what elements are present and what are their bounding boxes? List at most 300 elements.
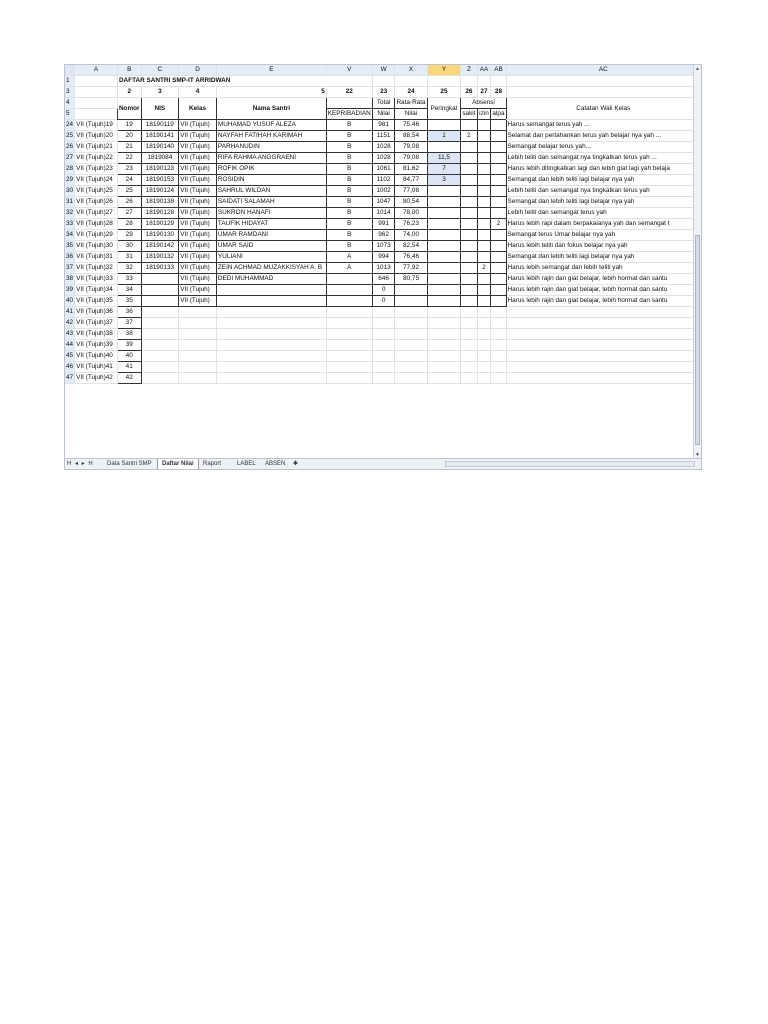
- cell-ab[interactable]: 2: [491, 219, 506, 230]
- column-header-ac[interactable]: AC: [506, 65, 700, 76]
- cell-e[interactable]: YULIANI: [216, 252, 326, 263]
- cell-c[interactable]: 18190138: [141, 197, 179, 208]
- cell-ac[interactable]: Harus lebih ditingkatkan lagi dan lebih giat lagi yah belaja: [506, 164, 700, 175]
- cell-b[interactable]: 39: [117, 340, 141, 351]
- cell-c[interactable]: [141, 340, 179, 351]
- cell-b[interactable]: 21: [117, 142, 141, 153]
- cell-b[interactable]: 42: [117, 373, 141, 384]
- header-kelas[interactable]: Kelas: [179, 98, 217, 120]
- row-header[interactable]: 41: [65, 307, 75, 318]
- sheet-tab[interactable]: Daftar Nilai: [157, 459, 199, 469]
- header-sakit[interactable]: sakit: [461, 109, 477, 120]
- cell-z[interactable]: [461, 164, 477, 175]
- cell-x[interactable]: [395, 307, 427, 318]
- cell-x[interactable]: 78,00: [395, 208, 427, 219]
- cell-v[interactable]: B: [326, 175, 372, 186]
- cell-y[interactable]: [427, 230, 461, 241]
- cell-z[interactable]: [461, 241, 477, 252]
- cell-b[interactable]: 20: [117, 131, 141, 142]
- cell-aa[interactable]: [477, 208, 491, 219]
- cell-ac[interactable]: Harus semangat terus yah ...: [506, 120, 700, 131]
- cell-w[interactable]: 1102: [372, 175, 395, 186]
- cell-e[interactable]: SUKRON HANAFI: [216, 208, 326, 219]
- cell-c[interactable]: 18190130: [141, 230, 179, 241]
- row-header[interactable]: 33: [65, 219, 75, 230]
- cell-ac[interactable]: Harus lebih rajin dan giat belajar, lebih hormat dan santu: [506, 285, 700, 296]
- cell-d[interactable]: VII (Tujuh): [179, 230, 217, 241]
- cell-d[interactable]: VII (Tujuh): [179, 219, 217, 230]
- cell-ab[interactable]: [491, 230, 506, 241]
- cell-aa[interactable]: [477, 241, 491, 252]
- cell-c[interactable]: 18190153: [141, 175, 179, 186]
- cell-a[interactable]: VII (Tujuh)26: [75, 197, 118, 208]
- cell-b[interactable]: 32: [117, 263, 141, 274]
- cell-b[interactable]: 19: [117, 120, 141, 131]
- cell-b[interactable]: 36: [117, 307, 141, 318]
- cell[interactable]: [75, 109, 118, 120]
- cell-e[interactable]: ROSIDIN: [216, 175, 326, 186]
- cell-w[interactable]: 1073: [372, 241, 395, 252]
- cell-w[interactable]: [372, 351, 395, 362]
- cell-b[interactable]: 30: [117, 241, 141, 252]
- cell-e[interactable]: [216, 307, 326, 318]
- cell-column-index[interactable]: 23: [372, 87, 395, 98]
- cell-ac[interactable]: Semangat dan lebih teliti lagi belajar nya yah: [506, 197, 700, 208]
- row-header[interactable]: 24: [65, 120, 75, 131]
- vertical-scrollbar[interactable]: [693, 65, 701, 459]
- cell-z[interactable]: [461, 362, 477, 373]
- cell-ac[interactable]: Semangat dan lebih teliti lagi belajar nya yah: [506, 252, 700, 263]
- cell-y[interactable]: [427, 252, 461, 263]
- row-header[interactable]: 4: [65, 98, 75, 109]
- cell-b[interactable]: 24: [117, 175, 141, 186]
- cell-e[interactable]: TAUFIK HIDAYAT: [216, 219, 326, 230]
- cell-y[interactable]: [427, 340, 461, 351]
- cell-v[interactable]: [326, 296, 372, 307]
- spreadsheet[interactable]: [64, 64, 702, 470]
- cell-b[interactable]: 23: [117, 164, 141, 175]
- header-total[interactable]: Total: [372, 98, 395, 109]
- cell-ab[interactable]: [491, 197, 506, 208]
- cell[interactable]: [326, 98, 372, 109]
- tab-nav-arrows[interactable]: H ◂ ▸ H: [67, 461, 94, 467]
- cell-d[interactable]: VII (Tujuh): [179, 131, 217, 142]
- cell-b[interactable]: 27: [117, 208, 141, 219]
- cell-c[interactable]: 18190128: [141, 208, 179, 219]
- cell-x[interactable]: 80,75: [395, 274, 427, 285]
- cell-b[interactable]: 28: [117, 219, 141, 230]
- header-nomor[interactable]: Nomor: [117, 98, 141, 120]
- cell-w[interactable]: [372, 318, 395, 329]
- cell-aa[interactable]: [477, 120, 491, 131]
- cell-a[interactable]: VII (Tujuh)21: [75, 142, 118, 153]
- cell-c[interactable]: 18190133: [141, 263, 179, 274]
- cell-b[interactable]: 31: [117, 252, 141, 263]
- cell-x[interactable]: [395, 351, 427, 362]
- row-header[interactable]: 1: [65, 76, 75, 87]
- cell-d[interactable]: [179, 373, 217, 384]
- cell-a[interactable]: VII (Tujuh)23: [75, 164, 118, 175]
- cell-y[interactable]: [427, 307, 461, 318]
- cell-ac[interactable]: Semangat terus Umar belajar nya yah: [506, 230, 700, 241]
- cell-x[interactable]: 79,08: [395, 142, 427, 153]
- row-header[interactable]: 28: [65, 164, 75, 175]
- cell-w[interactable]: 1047: [372, 197, 395, 208]
- cell-aa[interactable]: [477, 197, 491, 208]
- cell-column-index[interactable]: 4: [179, 87, 217, 98]
- cell-c[interactable]: [141, 373, 179, 384]
- row-header[interactable]: 43: [65, 329, 75, 340]
- cell-c[interactable]: 18190119: [141, 120, 179, 131]
- cell-y[interactable]: [427, 285, 461, 296]
- cell-ac[interactable]: [506, 351, 700, 362]
- cell-v[interactable]: [326, 329, 372, 340]
- cell-w[interactable]: [372, 329, 395, 340]
- cell-y[interactable]: [427, 142, 461, 153]
- cell-x[interactable]: [395, 329, 427, 340]
- cell-v[interactable]: B: [326, 142, 372, 153]
- cell-ab[interactable]: [491, 142, 506, 153]
- cell-d[interactable]: VII (Tujuh): [179, 241, 217, 252]
- row-header[interactable]: 39: [65, 285, 75, 296]
- cell-ac[interactable]: [506, 373, 700, 384]
- cell-w[interactable]: 646: [372, 274, 395, 285]
- cell[interactable]: [477, 76, 491, 87]
- cell-d[interactable]: [179, 340, 217, 351]
- cell-d[interactable]: VII (Tujuh): [179, 120, 217, 131]
- cell-d[interactable]: [179, 329, 217, 340]
- column-header-e[interactable]: E: [216, 65, 326, 76]
- cell-w[interactable]: 962: [372, 230, 395, 241]
- cell-b[interactable]: 29: [117, 230, 141, 241]
- cell-y[interactable]: [427, 362, 461, 373]
- cell-v[interactable]: [326, 307, 372, 318]
- cell-c[interactable]: 1819084: [141, 153, 179, 164]
- cell-y[interactable]: [427, 296, 461, 307]
- cell-b[interactable]: 41: [117, 362, 141, 373]
- cell-d[interactable]: VII (Tujuh): [179, 186, 217, 197]
- cell-x[interactable]: [395, 296, 427, 307]
- cell-ac[interactable]: Semangat dan lebih teliti lagi belajar nya yah: [506, 175, 700, 186]
- cell-z[interactable]: [461, 296, 477, 307]
- cell-y[interactable]: 3: [427, 175, 461, 186]
- cell-a[interactable]: VII (Tujuh)24: [75, 175, 118, 186]
- cell-d[interactable]: VII (Tujuh): [179, 263, 217, 274]
- row-header[interactable]: 46: [65, 362, 75, 373]
- cell-c[interactable]: [141, 285, 179, 296]
- cell-column-index[interactable]: 26: [461, 87, 477, 98]
- cell-aa[interactable]: [477, 186, 491, 197]
- cell-aa[interactable]: [477, 351, 491, 362]
- row-header[interactable]: 27: [65, 153, 75, 164]
- cell-ac[interactable]: Harus lebih teliti dan fokus belajar nya yah: [506, 241, 700, 252]
- row-header[interactable]: 45: [65, 351, 75, 362]
- cell-column-index[interactable]: 3: [141, 87, 179, 98]
- cell-aa[interactable]: [477, 230, 491, 241]
- select-all-corner[interactable]: [65, 65, 75, 76]
- cell-v[interactable]: A: [326, 252, 372, 263]
- cell-y[interactable]: [427, 329, 461, 340]
- cell-z[interactable]: [461, 208, 477, 219]
- header-nama-santri[interactable]: Nama Santri: [216, 98, 326, 120]
- cell-w[interactable]: 981: [372, 120, 395, 131]
- row-header[interactable]: 35: [65, 241, 75, 252]
- cell-x[interactable]: [395, 373, 427, 384]
- header-nis[interactable]: NIS: [141, 98, 179, 120]
- cell-b[interactable]: 33: [117, 274, 141, 285]
- row-header[interactable]: 42: [65, 318, 75, 329]
- sheet-tab[interactable]: ✱: [293, 461, 299, 467]
- cell-column-index[interactable]: 28: [491, 87, 506, 98]
- cell-aa[interactable]: [477, 362, 491, 373]
- cell-x[interactable]: 75,46: [395, 120, 427, 131]
- cell-y[interactable]: [427, 318, 461, 329]
- cell-z[interactable]: [461, 274, 477, 285]
- cell-ab[interactable]: [491, 263, 506, 274]
- cell[interactable]: [75, 98, 118, 109]
- sheet-tab[interactable]: ABSEN: [265, 461, 286, 467]
- cell-v[interactable]: [326, 274, 372, 285]
- cell-e[interactable]: NAYFAH FATIHAH KARIMAH: [216, 131, 326, 142]
- cell-ac[interactable]: [506, 307, 700, 318]
- cell-column-index[interactable]: 5: [216, 87, 326, 98]
- cell-y[interactable]: [427, 274, 461, 285]
- cell-c[interactable]: [141, 274, 179, 285]
- row-header[interactable]: 37: [65, 263, 75, 274]
- cell-ac[interactable]: [506, 329, 700, 340]
- row-header[interactable]: 31: [65, 197, 75, 208]
- cell-e[interactable]: UMAR SAID: [216, 241, 326, 252]
- cell-c[interactable]: 18190132: [141, 252, 179, 263]
- row-header[interactable]: 3: [65, 87, 75, 98]
- cell-x[interactable]: [395, 340, 427, 351]
- cell-d[interactable]: [179, 307, 217, 318]
- header-peringkat[interactable]: Peringkat: [427, 98, 461, 120]
- cell-d[interactable]: VII (Tujuh): [179, 175, 217, 186]
- cell-ab[interactable]: [491, 340, 506, 351]
- cell-d[interactable]: VII (Tujuh): [179, 197, 217, 208]
- cell-aa[interactable]: [477, 175, 491, 186]
- cell-v[interactable]: B: [326, 120, 372, 131]
- cell-v[interactable]: B: [326, 241, 372, 252]
- cell-a[interactable]: VII (Tujuh)25: [75, 186, 118, 197]
- cell-b[interactable]: 25: [117, 186, 141, 197]
- column-header-a[interactable]: A: [75, 65, 118, 76]
- cell-d[interactable]: VII (Tujuh): [179, 285, 217, 296]
- cell-c[interactable]: [141, 318, 179, 329]
- cell-x[interactable]: 88,54: [395, 131, 427, 142]
- cell-v[interactable]: [326, 351, 372, 362]
- cell-column-index[interactable]: [506, 87, 700, 98]
- cell-ac[interactable]: [506, 362, 700, 373]
- cell-v[interactable]: [326, 318, 372, 329]
- cell-ab[interactable]: [491, 351, 506, 362]
- cell-x[interactable]: 84,77: [395, 175, 427, 186]
- column-header-v[interactable]: V: [326, 65, 372, 76]
- cell-ab[interactable]: [491, 318, 506, 329]
- cell-a[interactable]: VII (Tujuh)36: [75, 307, 118, 318]
- cell-aa[interactable]: [477, 340, 491, 351]
- cell-z[interactable]: [461, 197, 477, 208]
- row-header[interactable]: 38: [65, 274, 75, 285]
- row-header[interactable]: 47: [65, 373, 75, 384]
- column-header-d[interactable]: D: [179, 65, 217, 76]
- cell-ac[interactable]: Harus lebih rajin dan giat belajar, lebih hormat dan santu: [506, 274, 700, 285]
- cell-z[interactable]: [461, 142, 477, 153]
- header-alpa[interactable]: alpa: [491, 109, 506, 120]
- column-header-b[interactable]: B: [117, 65, 141, 76]
- cell-w[interactable]: 1013: [372, 263, 395, 274]
- cell-aa[interactable]: [477, 153, 491, 164]
- cell-w[interactable]: 1014: [372, 208, 395, 219]
- column-header-w[interactable]: W: [372, 65, 395, 76]
- cell-w[interactable]: 1002: [372, 186, 395, 197]
- cell-ac[interactable]: Selamat dan pertahankan terus yah belajar nya yah ...: [506, 131, 700, 142]
- column-header-z[interactable]: Z: [461, 65, 477, 76]
- cell-x[interactable]: 77,08: [395, 186, 427, 197]
- cell-a[interactable]: VII (Tujuh)37: [75, 318, 118, 329]
- row-header[interactable]: 32: [65, 208, 75, 219]
- cell-y[interactable]: [427, 241, 461, 252]
- cell-c[interactable]: 18190141: [141, 131, 179, 142]
- cell-y[interactable]: [427, 373, 461, 384]
- cell-e[interactable]: [216, 329, 326, 340]
- cell-v[interactable]: A: [326, 263, 372, 274]
- cell-x[interactable]: 79,08: [395, 153, 427, 164]
- cell-ab[interactable]: [491, 307, 506, 318]
- cell-e[interactable]: SAHRUL WILDAN: [216, 186, 326, 197]
- cell-ac[interactable]: Lebih teliti dan semangat nya tingkatkan terus yah: [506, 186, 700, 197]
- cell-b[interactable]: 22: [117, 153, 141, 164]
- cell-ab[interactable]: [491, 131, 506, 142]
- cell-aa[interactable]: [477, 274, 491, 285]
- cell[interactable]: [75, 76, 118, 87]
- cell-c[interactable]: [141, 329, 179, 340]
- cell-ab[interactable]: [491, 285, 506, 296]
- row-header[interactable]: 34: [65, 230, 75, 241]
- cell-e[interactable]: SAIDATI SALAMAH: [216, 197, 326, 208]
- cell-y[interactable]: 7: [427, 164, 461, 175]
- column-header-ab[interactable]: AB: [491, 65, 506, 76]
- cell-b[interactable]: 38: [117, 329, 141, 340]
- row-header[interactable]: 30: [65, 186, 75, 197]
- cell-b[interactable]: 26: [117, 197, 141, 208]
- cell-d[interactable]: [179, 318, 217, 329]
- cell-w[interactable]: [372, 340, 395, 351]
- cell-a[interactable]: VII (Tujuh)41: [75, 362, 118, 373]
- cell-ac[interactable]: Lebih teliti dan semangat terus yah: [506, 208, 700, 219]
- cell-a[interactable]: VII (Tujuh)33: [75, 274, 118, 285]
- cell-x[interactable]: 81,62: [395, 164, 427, 175]
- cell-y[interactable]: 1: [427, 131, 461, 142]
- header-absensi[interactable]: Absensi: [461, 98, 506, 109]
- cell-a[interactable]: VII (Tujuh)29: [75, 230, 118, 241]
- cell-y[interactable]: [427, 351, 461, 362]
- scroll-up-icon[interactable]: ▲: [695, 66, 700, 72]
- row-header[interactable]: 29: [65, 175, 75, 186]
- cell-ab[interactable]: [491, 362, 506, 373]
- header-kepribadian[interactable]: KEPRIBADIAN: [326, 109, 372, 120]
- row-header[interactable]: 5: [65, 109, 75, 120]
- cell-aa[interactable]: [477, 307, 491, 318]
- cell-e[interactable]: [216, 296, 326, 307]
- cell-v[interactable]: B: [326, 186, 372, 197]
- cell-a[interactable]: VII (Tujuh)20: [75, 131, 118, 142]
- cell-y[interactable]: [427, 120, 461, 131]
- sheet-tab[interactable]: LABEL: [237, 461, 256, 467]
- cell-aa[interactable]: [477, 329, 491, 340]
- cell-w[interactable]: 1028: [372, 153, 395, 164]
- cell-y[interactable]: [427, 186, 461, 197]
- row-header[interactable]: 25: [65, 131, 75, 142]
- horizontal-scrollbar[interactable]: [445, 461, 695, 467]
- cell-x[interactable]: [395, 318, 427, 329]
- row-header[interactable]: 26: [65, 142, 75, 153]
- cell-ab[interactable]: [491, 241, 506, 252]
- scroll-down-icon[interactable]: ▼: [695, 452, 700, 458]
- cell-d[interactable]: VII (Tujuh): [179, 296, 217, 307]
- column-header-y[interactable]: Y: [427, 65, 461, 76]
- cell-column-index[interactable]: 22: [326, 87, 372, 98]
- cell-w[interactable]: 1151: [372, 131, 395, 142]
- cell-y[interactable]: [427, 208, 461, 219]
- cell-a[interactable]: VII (Tujuh)38: [75, 329, 118, 340]
- cell-d[interactable]: VII (Tujuh): [179, 252, 217, 263]
- cell-z[interactable]: [461, 373, 477, 384]
- cell-v[interactable]: B: [326, 153, 372, 164]
- cell-e[interactable]: MUHAMAD YUSUF ALEZA: [216, 120, 326, 131]
- cell-column-index[interactable]: 25: [427, 87, 461, 98]
- cell-aa[interactable]: [477, 373, 491, 384]
- cell-ab[interactable]: [491, 296, 506, 307]
- cell-d[interactable]: VII (Tujuh): [179, 274, 217, 285]
- cell-b[interactable]: 37: [117, 318, 141, 329]
- column-header-x[interactable]: X: [395, 65, 427, 76]
- cell-grid[interactable]: [65, 65, 701, 384]
- cell-e[interactable]: [216, 318, 326, 329]
- column-header-aa[interactable]: AA: [477, 65, 491, 76]
- cell[interactable]: [427, 76, 461, 87]
- cell-ab[interactable]: [491, 373, 506, 384]
- cell-e[interactable]: [216, 362, 326, 373]
- cell-a[interactable]: VII (Tujuh)39: [75, 340, 118, 351]
- cell-x[interactable]: 82,54: [395, 241, 427, 252]
- cell-e[interactable]: [216, 373, 326, 384]
- cell-a[interactable]: VII (Tujuh)35: [75, 296, 118, 307]
- cell-e[interactable]: RIFA RAHMA ANGGRAENI: [216, 153, 326, 164]
- cell-c[interactable]: 18190142: [141, 241, 179, 252]
- cell-d[interactable]: VII (Tujuh): [179, 208, 217, 219]
- cell-y[interactable]: [427, 197, 461, 208]
- cell-v[interactable]: [326, 340, 372, 351]
- cell-x[interactable]: [395, 285, 427, 296]
- cell-ac[interactable]: [506, 318, 700, 329]
- cell-c[interactable]: 18190129: [141, 219, 179, 230]
- cell-c[interactable]: [141, 351, 179, 362]
- cell-z[interactable]: [461, 329, 477, 340]
- cell-ab[interactable]: [491, 164, 506, 175]
- cell-x[interactable]: 80,54: [395, 197, 427, 208]
- cell-b[interactable]: 34: [117, 285, 141, 296]
- cell-e[interactable]: [216, 285, 326, 296]
- header-total-nilai[interactable]: Nilai: [372, 109, 395, 120]
- cell-z[interactable]: [461, 175, 477, 186]
- cell-z[interactable]: [461, 307, 477, 318]
- cell-d[interactable]: VII (Tujuh): [179, 164, 217, 175]
- cell-e[interactable]: ZEIN ACHMAD MUZAKKISYAH A. B: [216, 263, 326, 274]
- cell-aa[interactable]: [477, 318, 491, 329]
- header-rata-nilai[interactable]: Nilai: [395, 109, 427, 120]
